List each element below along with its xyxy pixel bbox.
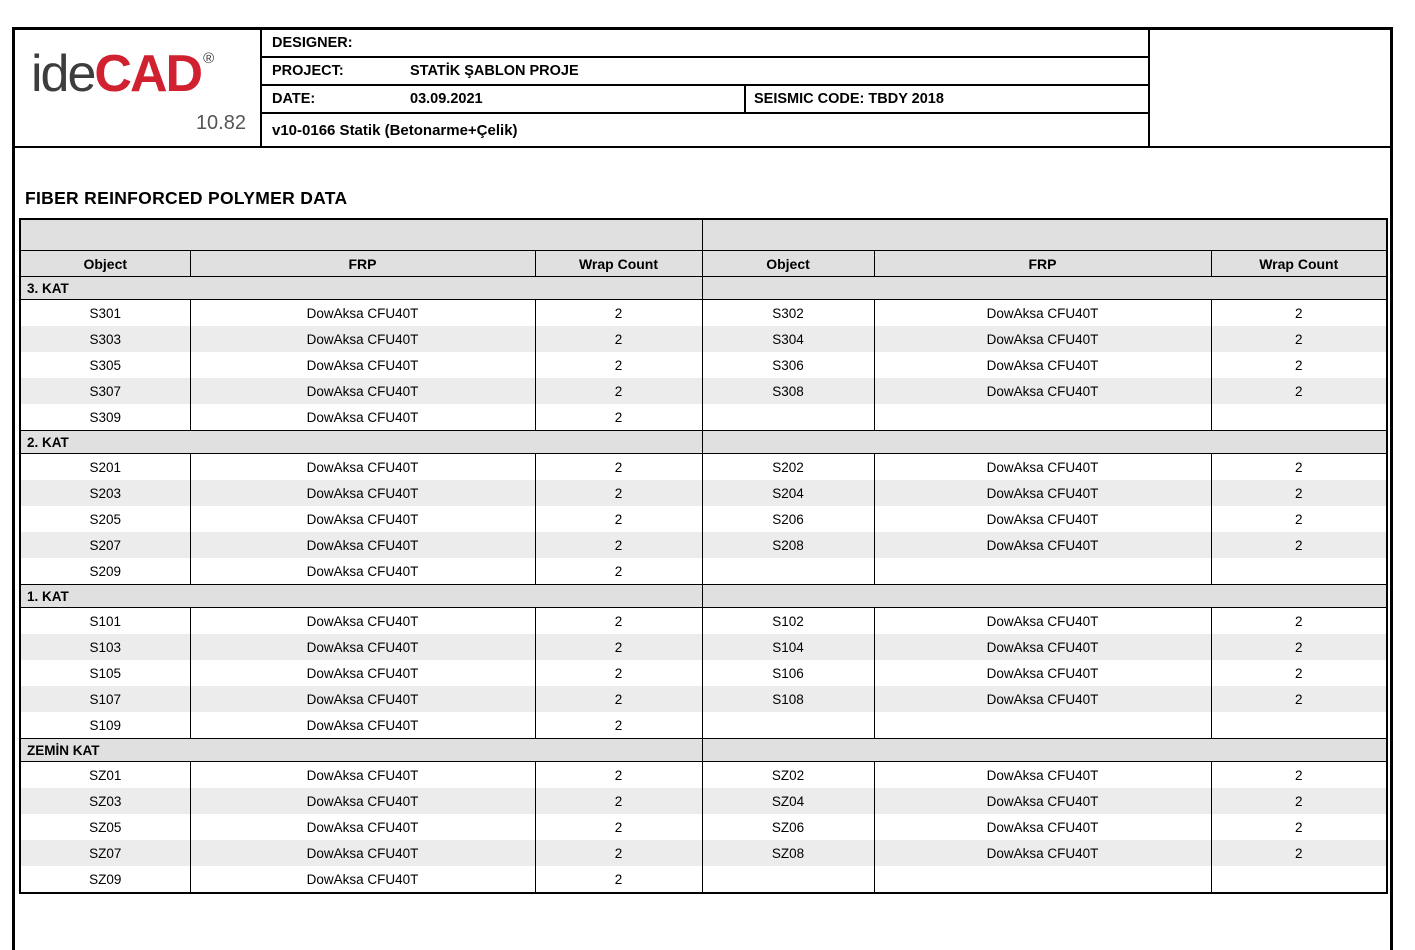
table-cell: 2 [535,506,702,532]
table-row [20,326,1387,352]
table-cell: DowAksa CFU40T [874,660,1211,686]
table-cell: SZ07 [20,840,190,866]
table-cell: S306 [702,352,874,378]
table-cell: DowAksa CFU40T [190,608,535,635]
table-row [20,558,1387,585]
table-cell: 2 [1211,686,1387,712]
table-row [20,814,1387,840]
table-row [20,686,1387,712]
table-cell: DowAksa CFU40T [190,558,535,585]
table-cell: 2 [535,300,702,327]
table-cell: 2 [1211,532,1387,558]
table-cell: 2 [1211,326,1387,352]
table-cell: S205 [20,506,190,532]
table-row [20,506,1387,532]
table-cell: DowAksa CFU40T [190,300,535,327]
table-cell [874,404,1211,431]
table-cell: 2 [535,558,702,585]
table-cell: S203 [20,480,190,506]
table-row [20,788,1387,814]
table-cell: DowAksa CFU40T [874,326,1211,352]
table-cell: DowAksa CFU40T [874,840,1211,866]
table-cell: 2 [535,788,702,814]
table-cell: SZ04 [702,788,874,814]
table-cell: DowAksa CFU40T [190,378,535,404]
table-cell: SZ01 [20,762,190,789]
table-cell: DowAksa CFU40T [190,506,535,532]
table-cell: 2 [1211,300,1387,327]
table-cell: 2 [535,840,702,866]
table-cell: DowAksa CFU40T [874,454,1211,481]
table-cell: DowAksa CFU40T [190,814,535,840]
project-value: STATİK ŞABLON PROJE [410,63,579,79]
top-spacer-right [702,219,1387,251]
table-header-row [20,251,1387,277]
table-cell: 2 [535,326,702,352]
table-row [20,840,1387,866]
table-cell: S107 [20,686,190,712]
table-cell: 2 [1211,506,1387,532]
table-cell [1211,404,1387,431]
table-cell: S206 [702,506,874,532]
table-cell: SZ02 [702,762,874,789]
table-cell: SZ05 [20,814,190,840]
table-cell: S208 [702,532,874,558]
table-cell: DowAksa CFU40T [874,300,1211,327]
table-cell: DowAksa CFU40T [874,608,1211,635]
table-cell: DowAksa CFU40T [874,480,1211,506]
header-empty-cell [1148,30,1392,146]
table-row [20,532,1387,558]
table-cell [702,866,874,893]
table-cell: 2 [1211,814,1387,840]
header-row-date [262,86,1148,114]
table-cell [1211,558,1387,585]
table-cell: DowAksa CFU40T [190,788,535,814]
table-cell: 2 [1211,762,1387,789]
section-header-cell: 3. KAT [20,277,702,300]
table-cell: DowAksa CFU40T [190,660,535,686]
table-cell: 2 [1211,634,1387,660]
table-cell [702,712,874,739]
table-cell: 2 [535,814,702,840]
table-cell: S201 [20,454,190,481]
table-cell: S103 [20,634,190,660]
table-cell: S305 [20,352,190,378]
table-cell: 2 [1211,788,1387,814]
table-cell: S106 [702,660,874,686]
table-cell [1211,712,1387,739]
logo-cell [15,30,262,146]
table-cell: S309 [20,404,190,431]
table-cell: DowAksa CFU40T [874,762,1211,789]
table-row [20,378,1387,404]
table-cell [874,866,1211,893]
table-cell: S308 [702,378,874,404]
table-cell: S307 [20,378,190,404]
column-header-frp: FRP [874,251,1211,277]
table-cell: 2 [535,762,702,789]
table-row [20,404,1387,431]
table-cell: S209 [20,558,190,585]
table-cell [874,712,1211,739]
table-cell: S109 [20,712,190,739]
section-header-cell: 1. KAT [20,585,702,608]
table-cell: DowAksa CFU40T [190,866,535,893]
table-cell: DowAksa CFU40T [874,532,1211,558]
date-label: DATE: [272,91,316,107]
table-cell: DowAksa CFU40T [190,634,535,660]
section-row [20,277,1387,300]
table-cell: DowAksa CFU40T [874,634,1211,660]
table-cell: SZ09 [20,866,190,893]
section-header-cell-right [702,585,1387,608]
project-label: PROJECT: [272,63,344,79]
table-cell: DowAksa CFU40T [874,788,1211,814]
table-cell: 2 [535,480,702,506]
idecad-logo [31,44,214,104]
table-cell: 2 [535,352,702,378]
table-cell: 2 [535,378,702,404]
table-row [20,634,1387,660]
table-cell: 2 [1211,454,1387,481]
table-cell: S304 [702,326,874,352]
table-row [20,712,1387,739]
table-cell: DowAksa CFU40T [190,686,535,712]
table-row [20,660,1387,686]
section-header-cell: ZEMİN KAT [20,739,702,762]
table-cell [702,404,874,431]
frp-data-table [19,218,1388,894]
table-cell: 2 [1211,608,1387,635]
table-cell: DowAksa CFU40T [874,814,1211,840]
table-cell: DowAksa CFU40T [190,454,535,481]
table-cell: S101 [20,608,190,635]
table-cell: 2 [535,686,702,712]
table-cell: 2 [1211,378,1387,404]
table-cell: S303 [20,326,190,352]
table-cell: DowAksa CFU40T [190,840,535,866]
table-cell: 2 [1211,352,1387,378]
table-cell: S301 [20,300,190,327]
table-cell: 2 [535,532,702,558]
table-cell: S105 [20,660,190,686]
logo-text-cad: CAD [94,45,202,103]
logo-version: 10.82 [195,112,246,134]
table-cell: 2 [1211,840,1387,866]
table-cell: 2 [535,634,702,660]
table-cell: SZ03 [20,788,190,814]
header-info-block [262,30,1148,146]
table-cell: DowAksa CFU40T [874,352,1211,378]
table-cell: DowAksa CFU40T [190,404,535,431]
report-page [12,27,1393,950]
designer-label: DESIGNER: [272,35,353,51]
date-cell [262,86,744,112]
table-row [20,352,1387,378]
table-cell: DowAksa CFU40T [190,480,535,506]
software-version-line: v10-0166 Statik (Betonarme+Çelik) [272,121,518,139]
table-cell: SZ06 [702,814,874,840]
table-cell: S207 [20,532,190,558]
table-cell: 2 [535,454,702,481]
table-cell: DowAksa CFU40T [874,686,1211,712]
table-cell: S202 [702,454,874,481]
table-cell: DowAksa CFU40T [190,762,535,789]
table-cell: DowAksa CFU40T [190,352,535,378]
table-cell: DowAksa CFU40T [190,326,535,352]
table-row [20,480,1387,506]
table-cell: S108 [702,686,874,712]
table-cell: 2 [1211,480,1387,506]
table-cell [874,558,1211,585]
table-cell: S102 [702,608,874,635]
table-row [20,300,1387,327]
page-title: FIBER REINFORCED POLYMER DATA [25,188,348,208]
table-cell: DowAksa CFU40T [190,712,535,739]
table-row [20,762,1387,789]
column-header-wrap-count: Wrap Count [535,251,702,277]
section-row [20,431,1387,454]
section-header-cell-right [702,277,1387,300]
table-cell: 2 [1211,660,1387,686]
table-cell: S104 [702,634,874,660]
table-cell [1211,866,1387,893]
logo-text-ide: ide [31,45,95,103]
table-row [20,866,1387,893]
header-divider [12,146,1393,148]
table-cell: 2 [535,660,702,686]
table-top-spacer-row [20,219,1387,251]
table-cell: DowAksa CFU40T [874,506,1211,532]
column-header-frp: FRP [190,251,535,277]
table-cell: DowAksa CFU40T [190,532,535,558]
table-cell: DowAksa CFU40T [874,378,1211,404]
table-cell: SZ08 [702,840,874,866]
table-cell [702,558,874,585]
section-row [20,739,1387,762]
table-cell: S302 [702,300,874,327]
table-row [20,608,1387,635]
section-header-cell-right [702,431,1387,454]
section-header-cell: 2. KAT [20,431,702,454]
header-row-version [262,114,1148,146]
top-spacer-left [20,219,702,251]
table-cell: 2 [535,404,702,431]
date-value: 03.09.2021 [410,91,483,107]
table-cell: 2 [535,866,702,893]
header-row-designer [262,30,1148,58]
seismic-code-value: SEISMIC CODE: TBDY 2018 [754,91,944,107]
table-cell: 2 [535,712,702,739]
table-cell: S204 [702,480,874,506]
section-row [20,585,1387,608]
column-header-object: Object [702,251,874,277]
table-cell: 2 [535,608,702,635]
column-header-wrap-count: Wrap Count [1211,251,1387,277]
seismic-code-cell [744,86,1148,112]
section-header-cell-right [702,739,1387,762]
header-row-project [262,58,1148,86]
table-row [20,454,1387,481]
registered-mark-icon: ® [203,50,215,67]
column-header-object: Object [20,251,190,277]
